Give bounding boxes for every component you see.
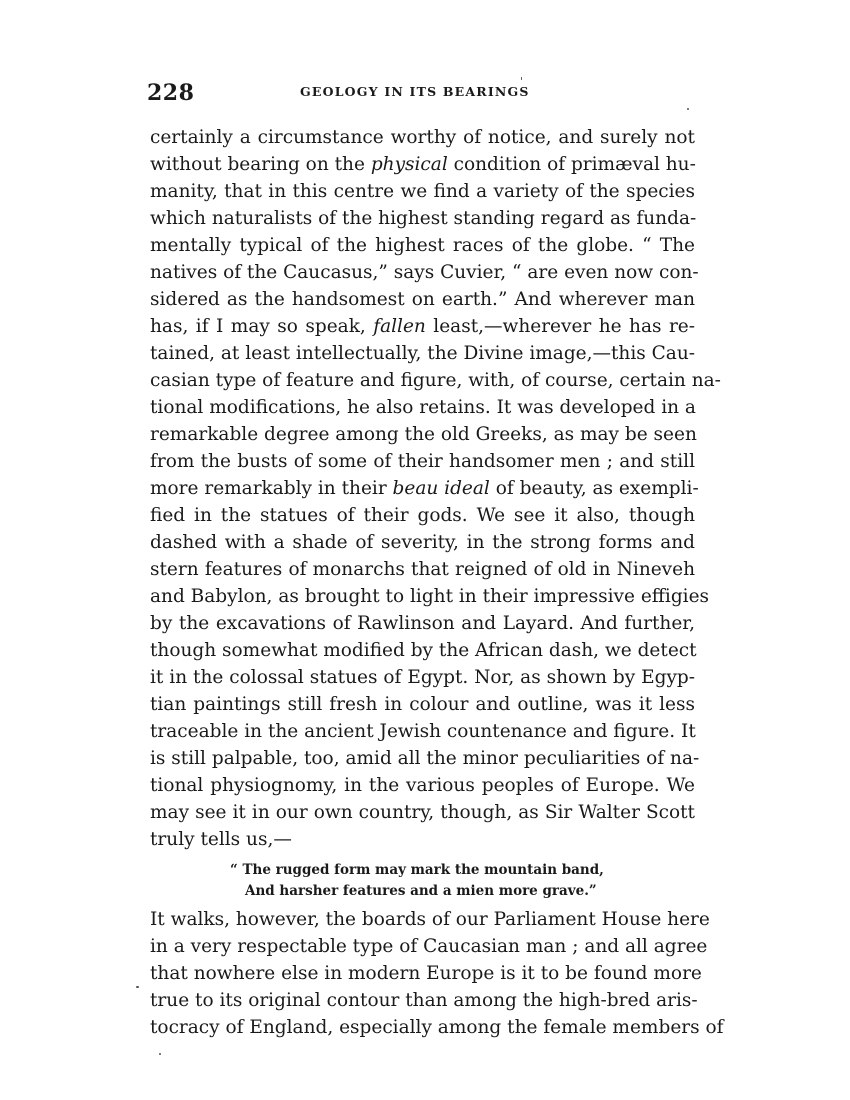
text-line-25: tional physiognomy, in the various peoples of Europe. We xyxy=(150,775,695,796)
text-line-19: by the excavations of Rawlinson and Layard. And further, xyxy=(150,613,695,634)
text-line-18: and Babylon, as brought to light in their impressive effigies xyxy=(150,586,710,607)
italic-beau-ideal: beau ideal xyxy=(392,478,490,499)
text-line-21: it in the colossal statues of Egypt. Nor, as shown by Egyp- xyxy=(150,667,695,688)
text-line-23: traceable in the ancient Jewish countenance and figure. It xyxy=(150,721,696,742)
text-line-4: which naturalists of the highest standing regard as funda- xyxy=(150,208,697,229)
text-line-32: tocracy of England, especially among the female members of xyxy=(150,1017,724,1038)
text-line-17: stern features of monarchs that reigned of old in Nineveh xyxy=(150,559,695,580)
text-line-9: tained, at least intellectually, the Divine image,—this Cau- xyxy=(150,343,695,364)
text-line-20: though somewhat modified by the African dash, we detect xyxy=(150,640,697,661)
text-line-31: true to its original contour than among the high-bred aris- xyxy=(150,990,698,1011)
text-line-28: It walks, however, the boards of our Parliament House here xyxy=(150,909,710,930)
text-line-7: sidered as the handsomest on earth.” And wherever man xyxy=(150,289,695,310)
text-line-11: tional modifications, he also retains. It was developed in a xyxy=(150,397,696,418)
text-line-2 xyxy=(150,152,695,178)
print-speck xyxy=(521,77,522,80)
text-segment: has, if I may so speak, xyxy=(150,316,374,337)
running-head: GEOLOGY IN ITS BEARINGS xyxy=(300,84,530,99)
text-line-5: mentally typical of the highest races of the globe. “ The xyxy=(150,235,695,256)
text-line-10: casian type of feature and figure, with, of course, certain na- xyxy=(150,370,721,391)
text-line-22: tian paintings still fresh in colour and outline, was it less xyxy=(150,694,695,715)
print-speck xyxy=(687,108,689,110)
quote-line-2: And harsher features and a mien more grave.” xyxy=(245,883,597,899)
text-line-6: natives of the Caucasus,” says Cuvier, “ are even now con- xyxy=(150,262,699,283)
text-line-27: truly tells us,— xyxy=(150,829,292,850)
text-segment: of beauty, as exempli- xyxy=(489,478,699,499)
text-line-15: fied in the statues of their gods. We see it also, though xyxy=(150,505,695,526)
text-line-12: remarkable degree among the old Greeks, as may be seen xyxy=(150,424,697,445)
text-segment: without bearing on the xyxy=(150,154,371,175)
print-speck xyxy=(159,1053,161,1055)
text-line-29: in a very respectable type of Caucasian man ; and all agree xyxy=(150,936,708,957)
text-line-14 xyxy=(150,476,699,502)
text-segment: condition of primæval hu- xyxy=(447,154,696,175)
text-segment: more remarkably in their xyxy=(150,478,393,499)
text-segment: least,—wherever he has re- xyxy=(425,316,695,337)
text-line-26: may see it in our own country, though, as Sir Walter Scott xyxy=(150,802,695,823)
italic-fallen: fallen xyxy=(373,316,426,337)
text-line-8 xyxy=(150,314,695,340)
text-line-1: certainly a circumstance worthy of notice, and surely not xyxy=(150,127,695,148)
text-line-30: that nowhere else in modern Europe is it to be found more xyxy=(150,963,702,984)
italic-physical: physical xyxy=(370,154,448,175)
quote-line-1: “ The rugged form may mark the mountain band, xyxy=(230,862,604,878)
text-line-13: from the busts of some of their handsomer men ; and still xyxy=(150,451,695,472)
text-line-16: dashed with a shade of severity, in the strong forms and xyxy=(150,532,695,553)
text-line-3: manity, that in this centre we find a variety of the species xyxy=(150,181,695,202)
page-number: 228 xyxy=(147,80,195,106)
print-speck xyxy=(136,986,139,988)
text-line-24: is still palpable, too, amid all the minor peculiarities of na- xyxy=(150,748,700,769)
